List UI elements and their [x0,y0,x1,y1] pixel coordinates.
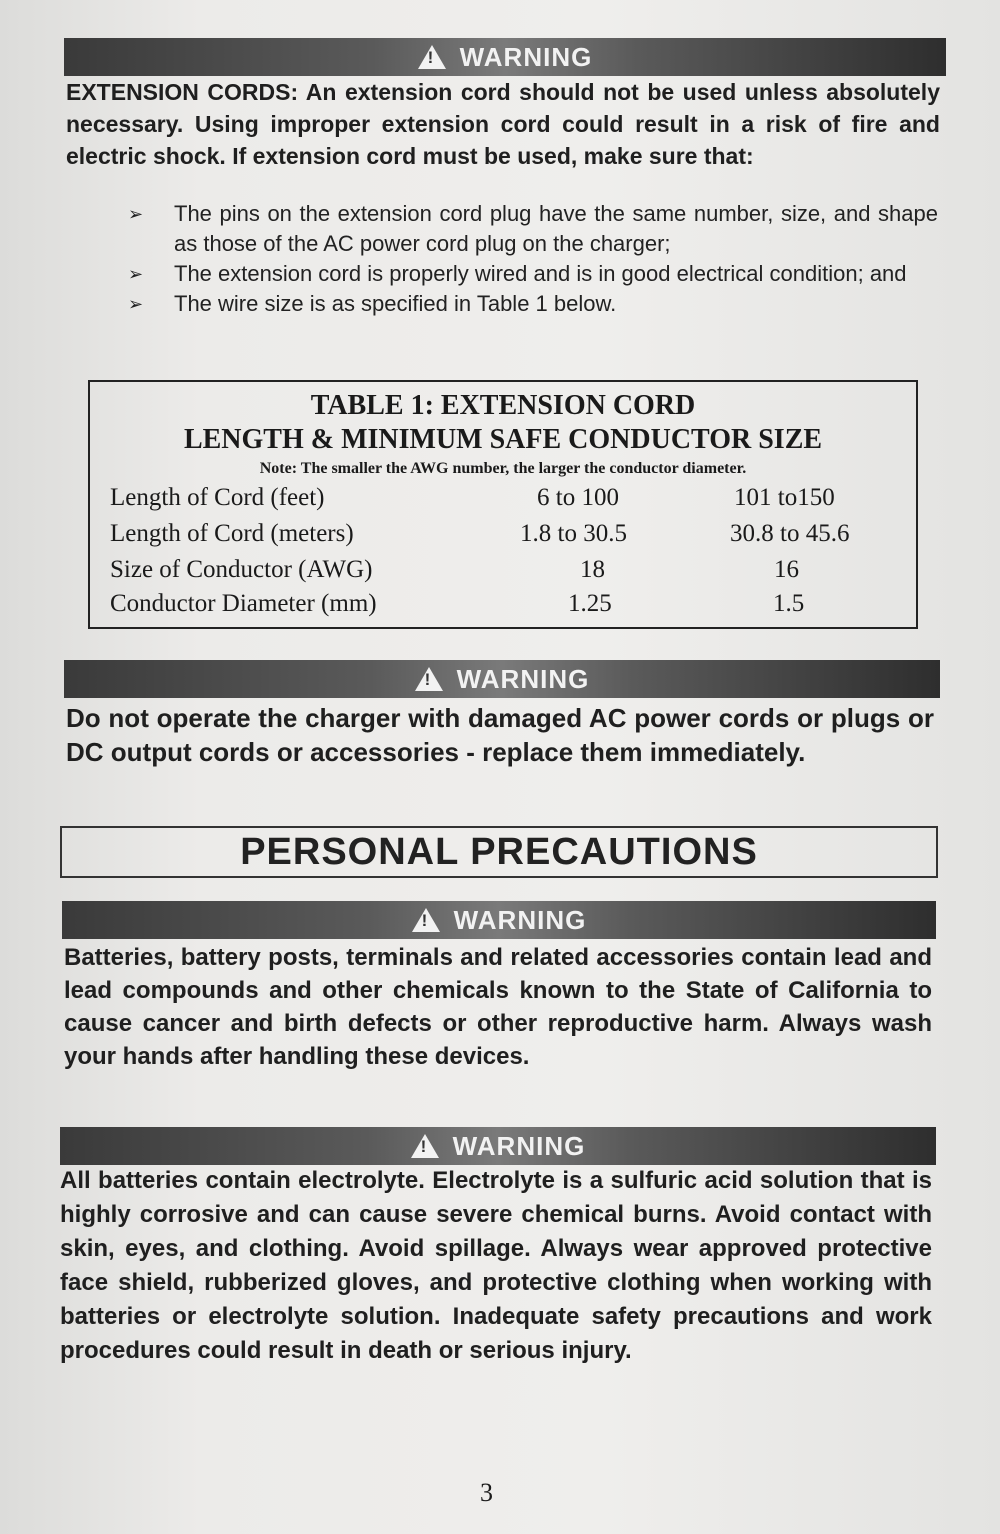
warning-banner [64,38,946,76]
list-item-text: The pins on the extension cord plug have the same number, size, and shape as those of the AC power cord plug on the charger; [174,201,938,256]
table-subtitle: LENGTH & MINIMUM SAFE CONDUCTOR SIZE [183,424,823,455]
requirements-list [128,199,938,319]
warning-triangle-icon [418,45,446,69]
table-cell: 1.5 [773,590,805,617]
table-row-label: Conductor Diameter (mm) [110,590,377,617]
table-cell: 16 [774,556,799,583]
list-item-text: The extension cord is properly wired and is in good electrical condition; and [174,261,907,286]
table-row-label: Length of Cord (meters) [110,520,354,547]
table-note: Note: The smaller the AWG number, the larger the conductor diameter. [259,460,747,477]
warning-banner [60,1127,936,1165]
warning-label: WARNING [453,904,587,935]
warning-triangle-icon [411,1134,439,1158]
table-cell: 101 to150 [734,484,835,511]
damaged-cords-warning-text: Do not operate the charger with damaged AC power cords or plugs or DC output cords or accessories - replace them immediately. [66,703,934,767]
prop65-warning-text: Batteries, battery posts, terminals and related accessories contain lead and lead compounds and other chemicals known to the State of California to cause cancer and birth defects or other reproductive harm. Always wash your hands after handling these devices. [64,944,932,1070]
warning-label: WARNING [459,41,593,72]
table-title: TABLE 1: EXTENSION CORD [310,390,696,421]
table-cell: 6 to 100 [537,484,619,511]
page-number: 3 [480,1478,493,1507]
warning-triangle-icon [412,908,440,932]
section-title-box [60,826,938,878]
list-item [128,199,938,259]
table-cell: 1.25 [568,590,612,617]
warning-label: WARNING [456,663,590,694]
warning-label: WARNING [452,1130,586,1161]
extension-cord-table [88,380,918,629]
warning-triangle-icon [415,667,443,691]
arrow-bullet-icon: ➢ [128,204,144,224]
extension-cord-warning-text: EXTENSION CORDS: An extension cord should not be used unless absolutely necessary. Using improper extension cord could result in a risk of fire and electric shock. If extension cord must be used, make sure that: [66,79,940,169]
list-item-text: The wire size is as specified in Table 1 below. [174,291,617,316]
arrow-bullet-icon: ➢ [128,294,144,314]
warning-banner [64,660,940,698]
table-row-label: Length of Cord (feet) [110,484,325,511]
arrow-bullet-icon: ➢ [128,264,144,284]
list-item [128,259,938,289]
table-cell: 30.8 to 45.6 [730,520,850,547]
section-title: PERSONAL PRECAUTIONS [240,830,758,873]
table-cell: 1.8 to 30.5 [520,520,627,547]
table-cell: 18 [580,556,605,583]
warning-banner [62,901,936,939]
electrolyte-warning-text: All batteries contain electrolyte. Electrolyte is a sulfuric acid solution that is highly corrosive and can cause severe chemical burns. Avoid contact with skin, eyes, and clothing. Avoid spillage. Always wear approved protective face shield, rubberized gloves, and protective clothing when working with batteries or electrolyte solution. Inadequate safety precautions and work procedures could result in death or serious injury. [60,1167,932,1364]
list-item [128,289,938,319]
table-row-label: Size of Conductor (AWG) [110,556,373,583]
